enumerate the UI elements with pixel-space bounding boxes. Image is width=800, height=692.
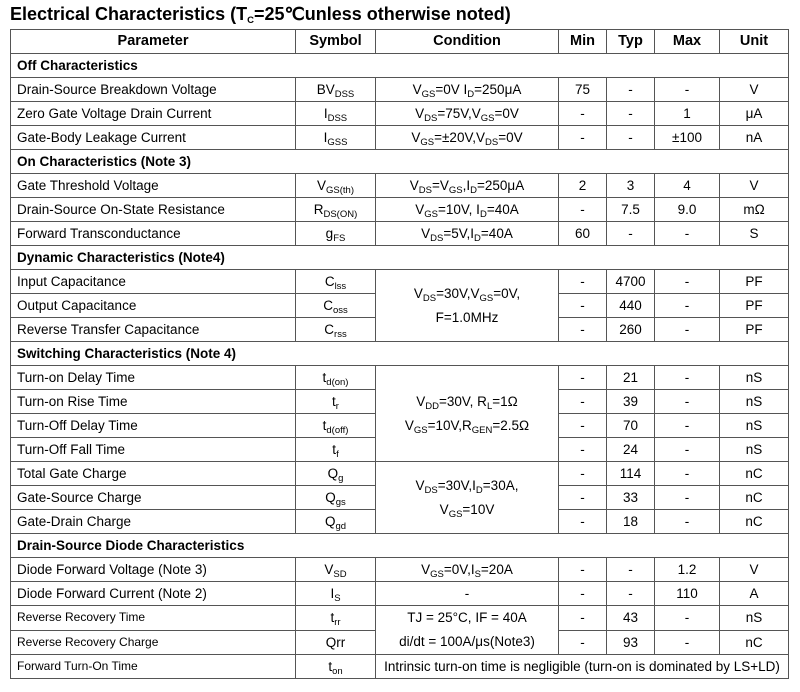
section-row	[11, 150, 789, 174]
unit-cell: S	[720, 222, 789, 246]
param-cell: Forward Transconductance	[11, 222, 296, 246]
unit-cell: PF	[720, 294, 789, 318]
typ-cell: 3	[607, 174, 655, 198]
section-dynamic: Dynamic Characteristics (Note4)	[11, 246, 789, 270]
unit-cell: nC	[720, 510, 789, 534]
section-row	[11, 534, 789, 558]
min-cell: -	[559, 438, 607, 462]
max-cell: -	[655, 486, 720, 510]
unit-cell: V	[720, 558, 789, 582]
unit-cell: nS	[720, 414, 789, 438]
symbol-cell: $I_S$	[296, 582, 376, 606]
table-row	[11, 270, 789, 294]
max-cell: -	[655, 438, 720, 462]
min-cell: -	[559, 198, 607, 222]
symbol-cell: $BV_{DSS}$	[296, 78, 376, 102]
typ-cell: -	[607, 102, 655, 126]
condition-cell: $V_{DD}=30V$, $R_L=1\Omega$ $V_{GS}=10V,R_{GEN}=2.5\Omega$	[376, 366, 559, 462]
table-row	[11, 462, 789, 486]
table-row	[11, 582, 789, 606]
symbol-cell: $t_f$	[296, 438, 376, 462]
typ-cell: 43	[607, 606, 655, 631]
symbol-cell: $Q_{gs}$	[296, 486, 376, 510]
symbol-cell: $t_{d(on)}$	[296, 366, 376, 390]
symbol-cell: $Q_g$	[296, 462, 376, 486]
max-cell: 4	[655, 174, 720, 198]
max-cell: -	[655, 366, 720, 390]
condition-cell: -	[376, 582, 559, 606]
max-cell: -	[655, 294, 720, 318]
unit-cell: nA	[720, 126, 789, 150]
condition-cell: $V_{GS}=10V$, $I_D=40A$	[376, 198, 559, 222]
table-row	[11, 126, 789, 150]
param-cell: Reverse Recovery Time	[11, 606, 296, 631]
min-cell: -	[559, 630, 607, 655]
param-cell: Total Gate Charge	[11, 462, 296, 486]
min-cell: -	[559, 414, 607, 438]
min-cell: -	[559, 462, 607, 486]
typ-cell: -	[607, 78, 655, 102]
unit-cell: mΩ	[720, 198, 789, 222]
min-cell: -	[559, 270, 607, 294]
condition-cell: $V_{DS}=75V,V_{GS}=0V$	[376, 102, 559, 126]
header-symbol: Symbol	[296, 30, 376, 54]
table-row	[11, 222, 789, 246]
typ-cell: 21	[607, 366, 655, 390]
table-row	[11, 198, 789, 222]
symbol-cell: $V_{SD}$	[296, 558, 376, 582]
typ-cell: -	[607, 582, 655, 606]
param-cell: Zero Gate Voltage Drain Current	[11, 102, 296, 126]
unit-cell: nS	[720, 606, 789, 631]
typ-cell: 4700	[607, 270, 655, 294]
min-cell: 60	[559, 222, 607, 246]
symbol-cell: $t_r$	[296, 390, 376, 414]
param-cell: Output Capacitance	[11, 294, 296, 318]
min-cell: -	[559, 558, 607, 582]
max-cell: -	[655, 390, 720, 414]
header-row	[11, 30, 789, 54]
unit-cell: PF	[720, 270, 789, 294]
typ-cell: 114	[607, 462, 655, 486]
symbol-cell: $Q_{gd}$	[296, 510, 376, 534]
max-cell: -	[655, 462, 720, 486]
condition-cell: TJ = 25°C, IF = 40A di/dt = 100A/μs(Note3)	[376, 606, 559, 655]
unit-cell: nS	[720, 438, 789, 462]
table-row	[11, 655, 789, 679]
table-row	[11, 366, 789, 390]
param-cell: Diode Forward Current (Note 2)	[11, 582, 296, 606]
typ-cell: 440	[607, 294, 655, 318]
unit-cell: V	[720, 78, 789, 102]
unit-cell: nC	[720, 462, 789, 486]
header-max: Max	[655, 30, 720, 54]
param-cell: Turn-on Delay Time	[11, 366, 296, 390]
param-cell: Gate-Drain Charge	[11, 510, 296, 534]
symbol-cell: $C_{rss}$	[296, 318, 376, 342]
max-cell: -	[655, 510, 720, 534]
typ-cell: 33	[607, 486, 655, 510]
max-cell: -	[655, 606, 720, 631]
param-cell: Forward Turn-On Time	[11, 655, 296, 679]
max-cell: 1.2	[655, 558, 720, 582]
max-cell: -	[655, 270, 720, 294]
condition-cell: $V_{GS}=0V$ $I_D=250\mu A$	[376, 78, 559, 102]
header-min: Min	[559, 30, 607, 54]
section-row	[11, 246, 789, 270]
symbol-cell: Qrr	[296, 630, 376, 655]
unit-cell: μA	[720, 102, 789, 126]
symbol-cell: $t_{d(off)}$	[296, 414, 376, 438]
max-cell: -	[655, 414, 720, 438]
condition-cell: $V_{DS}=30V,I_D=30A$, $V_{GS}=10V$	[376, 462, 559, 534]
section-switching: Switching Characteristics (Note 4)	[11, 342, 789, 366]
min-cell: -	[559, 366, 607, 390]
typ-cell: 7.5	[607, 198, 655, 222]
table-row	[11, 606, 789, 631]
unit-cell: A	[720, 582, 789, 606]
min-cell: -	[559, 390, 607, 414]
symbol-cell: $V_{GS(th)}$	[296, 174, 376, 198]
condition-cell: $V_{DS}=5V,I_D=40A$	[376, 222, 559, 246]
min-cell: -	[559, 294, 607, 318]
min-cell: 2	[559, 174, 607, 198]
param-cell: Input Capacitance	[11, 270, 296, 294]
param-cell: Drain-Source On-State Resistance	[11, 198, 296, 222]
param-cell: Reverse Transfer Capacitance	[11, 318, 296, 342]
symbol-cell: $I_{DSS}$	[296, 102, 376, 126]
symbol-cell: $C_{oss}$	[296, 294, 376, 318]
header-unit: Unit	[720, 30, 789, 54]
symbol-cell: $R_{DS(ON)}$	[296, 198, 376, 222]
max-cell: 1	[655, 102, 720, 126]
section-row	[11, 342, 789, 366]
symbol-cell: $t_{rr}$	[296, 606, 376, 631]
header-typ: Typ	[607, 30, 655, 54]
min-cell: -	[559, 606, 607, 631]
electrical-characteristics-table	[10, 29, 789, 679]
condition-cell: $V_{DS}=30V,V_{GS}=0V$, F=1.0MHz	[376, 270, 559, 342]
max-cell: -	[655, 630, 720, 655]
typ-cell: 260	[607, 318, 655, 342]
unit-cell: V	[720, 174, 789, 198]
typ-cell: -	[607, 558, 655, 582]
unit-cell: nS	[720, 390, 789, 414]
unit-cell: nC	[720, 630, 789, 655]
symbol-cell: $I_{GSS}$	[296, 126, 376, 150]
header-parameter: Parameter	[11, 30, 296, 54]
typ-cell: -	[607, 126, 655, 150]
typ-cell: 93	[607, 630, 655, 655]
max-cell: -	[655, 318, 720, 342]
section-off: Off Characteristics	[11, 54, 789, 78]
param-cell: Gate-Body Leakage Current	[11, 126, 296, 150]
typ-cell: 18	[607, 510, 655, 534]
param-cell: Gate-Source Charge	[11, 486, 296, 510]
max-cell: 110	[655, 582, 720, 606]
typ-cell: -	[607, 222, 655, 246]
typ-cell: 39	[607, 390, 655, 414]
param-cell: Turn-Off Delay Time	[11, 414, 296, 438]
min-cell: -	[559, 318, 607, 342]
unit-cell: PF	[720, 318, 789, 342]
section-row	[11, 54, 789, 78]
condition-cell: $V_{GS}=\pm 20V,V_{DS}=0V$	[376, 126, 559, 150]
unit-cell: nS	[720, 366, 789, 390]
param-cell: Turn-Off Fall Time	[11, 438, 296, 462]
table-row	[11, 558, 789, 582]
typ-cell: 70	[607, 414, 655, 438]
min-cell: -	[559, 102, 607, 126]
max-cell: 9.0	[655, 198, 720, 222]
condition-note-cell: Intrinsic turn-on time is negligible (turn-on is dominated by LS+LD)	[376, 655, 789, 679]
min-cell: -	[559, 486, 607, 510]
header-condition: Condition	[376, 30, 559, 54]
page-title: Electrical Characteristics ($T_C=25℃unless$ otherwise noted)	[10, 4, 511, 26]
symbol-cell: $C_{lss}$	[296, 270, 376, 294]
param-cell: Diode Forward Voltage (Note 3)	[11, 558, 296, 582]
typ-cell: 24	[607, 438, 655, 462]
param-cell: Gate Threshold Voltage	[11, 174, 296, 198]
section-diode: Drain-Source Diode Characteristics	[11, 534, 789, 558]
min-cell: 75	[559, 78, 607, 102]
param-cell: Drain-Source Breakdown Voltage	[11, 78, 296, 102]
condition-cell: $V_{GS}=0V,I_S=20A$	[376, 558, 559, 582]
table-row	[11, 174, 789, 198]
min-cell: -	[559, 582, 607, 606]
max-cell: -	[655, 222, 720, 246]
max-cell: ±100	[655, 126, 720, 150]
max-cell: -	[655, 78, 720, 102]
section-on: On Characteristics (Note 3)	[11, 150, 789, 174]
symbol-cell: $t_{on}$	[296, 655, 376, 679]
param-cell: Reverse Recovery Charge	[11, 630, 296, 655]
table-row	[11, 102, 789, 126]
table-row	[11, 78, 789, 102]
min-cell: -	[559, 126, 607, 150]
min-cell: -	[559, 510, 607, 534]
param-cell: Turn-on Rise Time	[11, 390, 296, 414]
condition-cell: $V_{DS}=V_{GS},I_D=250\mu A$	[376, 174, 559, 198]
unit-cell: nC	[720, 486, 789, 510]
symbol-cell: $g_{FS}$	[296, 222, 376, 246]
